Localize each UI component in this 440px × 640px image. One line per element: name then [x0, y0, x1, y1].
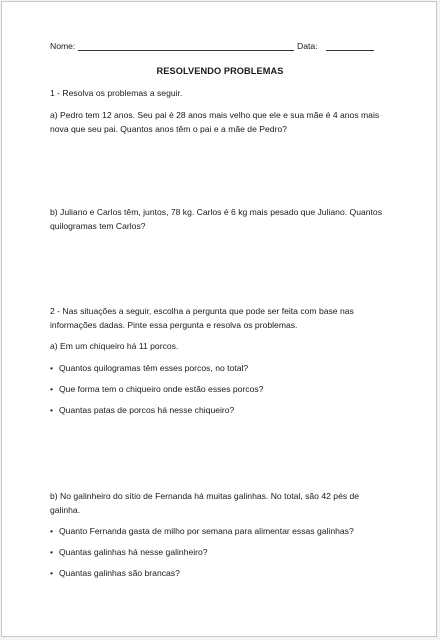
bullet-icon: •: [50, 547, 54, 557]
date-blank-line: [326, 50, 374, 51]
bullet-icon: •: [50, 384, 54, 394]
question-text: Quantos quilogramas têm esses porcos, no total?: [59, 363, 249, 373]
problem-b-line1: b) Juliano e Carlos têm, juntos, 78 kg. Carlos é 6 kg mais pesado que Juliano. Quantos: [50, 207, 382, 217]
section1-heading: 1 - Resolva os problemas a seguir.: [50, 88, 183, 98]
problem-a-line1: a) Pedro tem 12 anos. Seu pai é 28 anos mais velho que ele e sua mãe é 4 anos mais: [50, 110, 380, 120]
bullet-icon: •: [50, 405, 54, 415]
name-label: Nome:: [50, 41, 76, 51]
header-row: [50, 41, 380, 53]
section2-heading-line2: informações dadas. Pinte essa pergunta e resolva os problemas.: [50, 320, 298, 330]
item-a-question-2: [50, 384, 263, 395]
question-text: Que forma tem o chiqueiro onde estão esses porcos?: [59, 384, 264, 394]
question-text: Quanto Fernanda gasta de milho por semana para alimentar essas galinhas?: [59, 526, 354, 536]
problem-b-line2: quilogramas tem Carlos?: [50, 221, 146, 231]
item-b-statement-line2: galinha.: [50, 505, 81, 515]
name-blank-line: [78, 50, 294, 51]
question-text: Quantas galinhas há nesse galinheiro?: [59, 547, 208, 557]
date-label: Data:: [297, 41, 318, 51]
bullet-icon: •: [50, 363, 54, 373]
item-a-question-3: [50, 405, 234, 416]
bullet-icon: •: [50, 526, 54, 536]
item-b-question-3: [50, 568, 180, 579]
item-b-statement-line1: b) No galinheiro do sítio de Fernanda há muitas galinhas. No total, são 42 pés de: [50, 491, 360, 501]
section2-heading-line1: 2 - Nas situações a seguir, escolha a pergunta que pode ser feita com base nas: [50, 306, 354, 316]
problem-a-line2: nova que seu pai. Quantos anos têm o pai e a mãe de Pedro?: [50, 124, 287, 134]
item-b-question-2: [50, 547, 208, 558]
item-a-statement: a) Em um chiqueiro há 11 porcos.: [50, 341, 179, 351]
item-a-question-1: [50, 363, 248, 374]
page-title: RESOLVENDO PROBLEMAS: [156, 66, 284, 76]
question-text: Quantas patas de porcos há nesse chiqueiro?: [59, 405, 235, 415]
question-text: Quantas galinhas são brancas?: [59, 568, 180, 578]
bullet-icon: •: [50, 568, 54, 578]
item-b-question-1: [50, 526, 354, 537]
